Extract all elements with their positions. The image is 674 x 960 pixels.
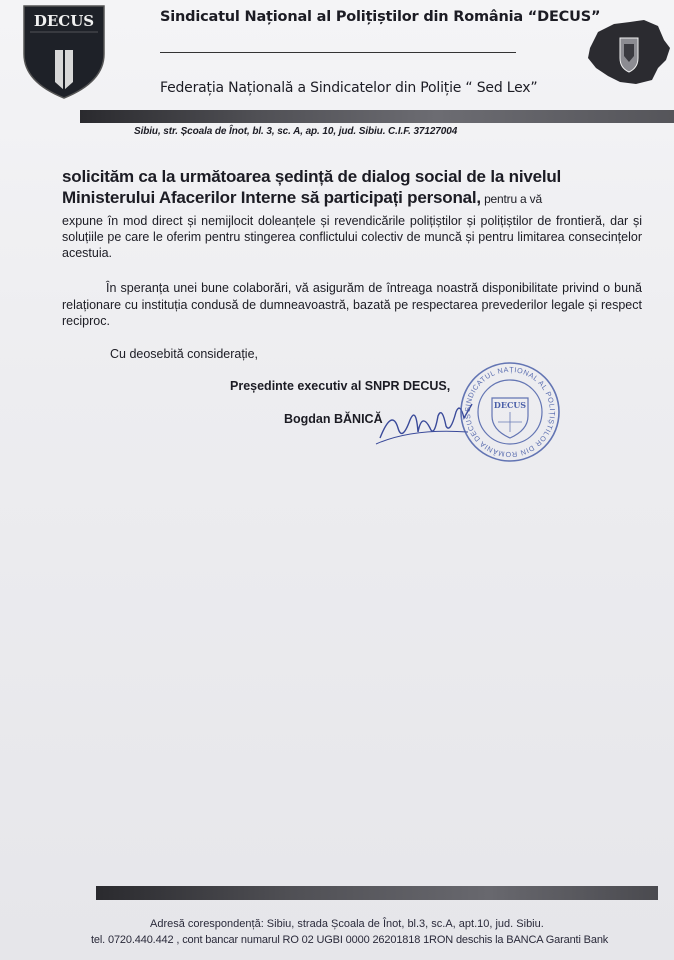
closing-salutation: Cu deosebită considerație, [110,347,259,361]
paragraph-2: În speranța unei bune colaborări, vă asigurăm de întreaga noastră disponibilitate privind o bună relaționare cu instituția condusă de dumneavoastră, bazată pe respectarea prevederilor legale și respect reciproc. [62,281,642,328]
signer-name: Bogdan BĂNICĂ [284,412,383,426]
romania-map-emblem [584,18,672,88]
lead-line-1: solicităm ca la următoarea ședință de dialog social de la nivelul [62,167,562,186]
signer-role: Președinte executiv al SNPR DECUS, [230,379,451,393]
lead-line-2: Ministerului Afacerilor Interne să participați personal, [62,188,481,207]
stamp-ring-text: SINDICATUL NAȚIONAL AL POLIȚIȘTILOR DIN ROMÂNIA DECUS [462,364,558,460]
paragraph-1: expune în mod direct și nemijlocit doleanțele și revendicările polițiștilor și polițiștilor de frontieră, dar și soluțiile pe care le oferim pentru stingerea conflictului colectiv de muncă și pentru limitarea consecințelor acestuia. [62,214,642,260]
lead-tail: pentru a vă [480,192,542,206]
header-title-line2: Federația Națională a Sindicatelor din Poliție “ Sed Lex” [160,80,538,96]
lead-paragraph [62,166,622,210]
header-divider-bar [80,110,674,123]
footer-address: Adresă corespondență: Sibiu, strada Școala de Înot, bl.3, sc.A, apt.10, jud. Sibiu. [150,918,544,930]
decus-logo [22,2,106,100]
logo-text: DECUS [33,12,95,30]
footer-divider-bar [96,886,658,900]
header-underline [160,52,516,53]
stamp-center-text: DECUS [493,400,527,410]
header-title-line1: Sindicatul Național al Polițiștilor din România “DECUS” [160,9,601,25]
official-stamp [458,360,562,464]
footer-contact-bank: tel. 0720.440.442 , cont bancar numarul RO 02 UGBI 0000 26201818 1RON deschis la BANCA Garanti Bank [91,934,609,946]
header-address: Sibiu, str. Școala de Înot, bl. 3, sc. A, ap. 10, jud. Sibiu. C.I.F. 37127004 [134,126,458,137]
